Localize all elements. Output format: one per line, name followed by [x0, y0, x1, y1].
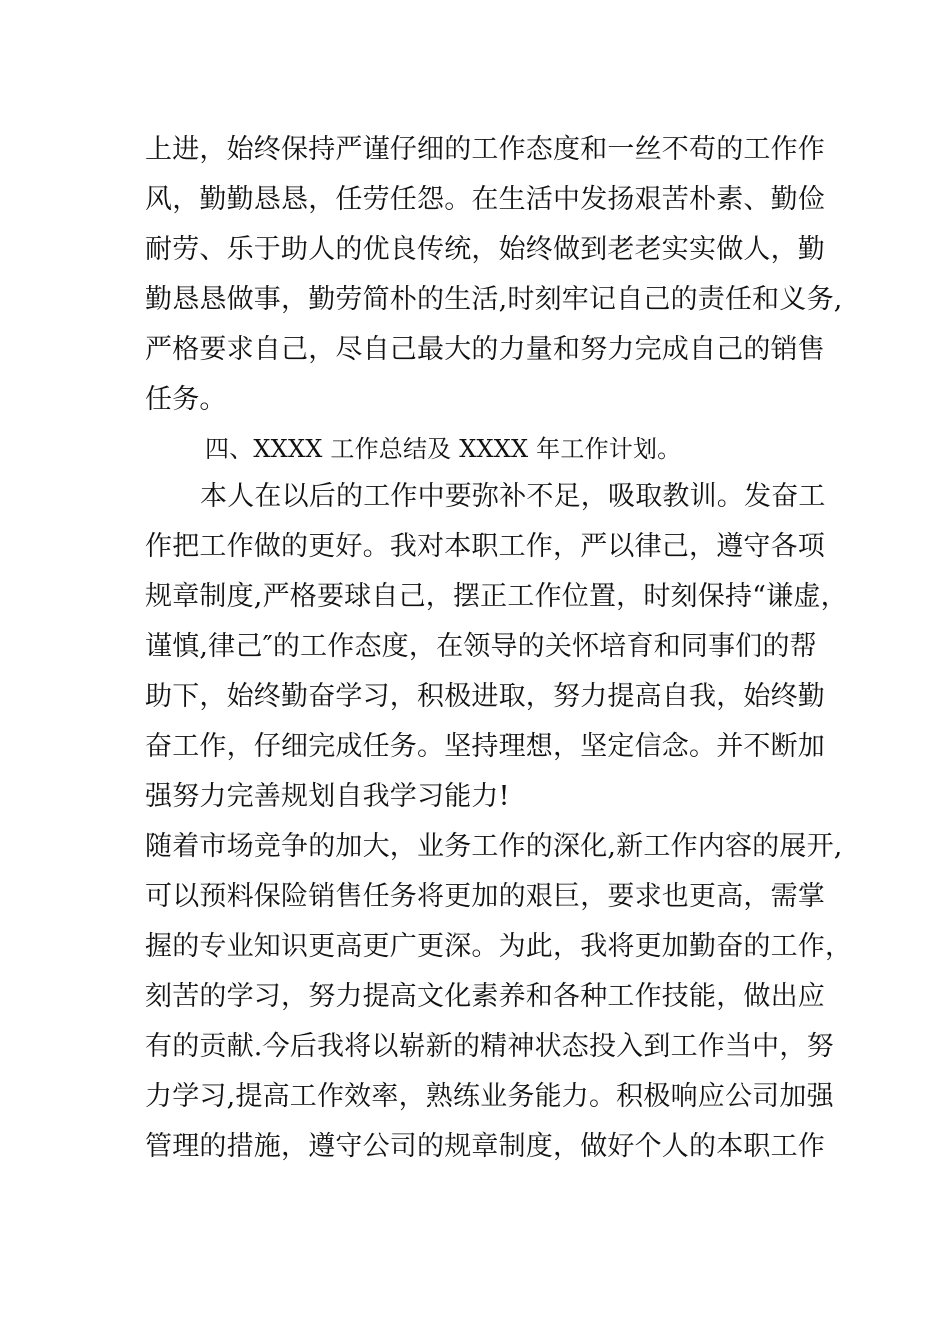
text-line: 刻苦的学习，努力提高文化素养和各种工作技能，做出应: [145, 981, 825, 1012]
text-line: 奋工作，仔细完成任务。坚持理想，坚定信念。并不断加: [145, 731, 825, 762]
text-line: 谨慎,律己″的工作态度，在领导的关怀培育和同事们的帮: [145, 631, 817, 662]
text-line: 助下，始终勤奋学习，积极进取，努力提高自我，始终勤: [145, 681, 825, 712]
section-heading: 四、XXXX 工作总结及 XXXX 年工作计划。: [205, 435, 682, 463]
text-line: 管理的措施，遵守公司的规章制度，做好个人的本职工作: [145, 1131, 825, 1162]
text-line: 可以预料保险销售任务将更加的艰巨，要求也更高，需掌: [145, 881, 825, 912]
text-line: 握的专业知识更高更广更深。为此，我将更加勤奋的工作，: [145, 931, 853, 962]
text-line: 有的贡献.今后我将以崭新的精神状态投入到工作当中，努: [145, 1031, 834, 1062]
text-line: 风，勤勤恳恳，任劳任怨。在生活中发扬艰苦朴素、勤俭: [145, 184, 825, 215]
text-line: 作把工作做的更好。我对本职工作，严以律己，遵守各项: [145, 531, 825, 562]
text-line: 上进，始终保持严谨仔细的工作态度和一丝不苟的工作作: [145, 134, 825, 165]
text-line: 任务。: [145, 384, 227, 415]
text-line: 本人在以后的工作中要弥补不足，吸取教训。发奋工: [200, 481, 826, 512]
text-line: 规章制度,严格要球自己，摆正工作位置，时刻保持“谦虚，: [145, 581, 848, 612]
text-line: 力学习,提高工作效率，熟练业务能力。积极响应公司加强: [145, 1081, 834, 1112]
text-line: 随着市场竞争的加大，业务工作的深化,新工作内容的展开,: [145, 831, 843, 862]
text-line: 勤恳恳做事，勤劳简朴的生活,时刻牢记自己的责任和义务,: [145, 284, 843, 315]
text-line: 耐劳、乐于助人的优良传统，始终做到老老实实做人，勤: [145, 234, 825, 265]
text-line: 强努力完善规划自我学习能力!: [145, 781, 510, 812]
text-line: 严格要求自己，尽自己最大的力量和努力完成自己的销售: [145, 334, 825, 365]
